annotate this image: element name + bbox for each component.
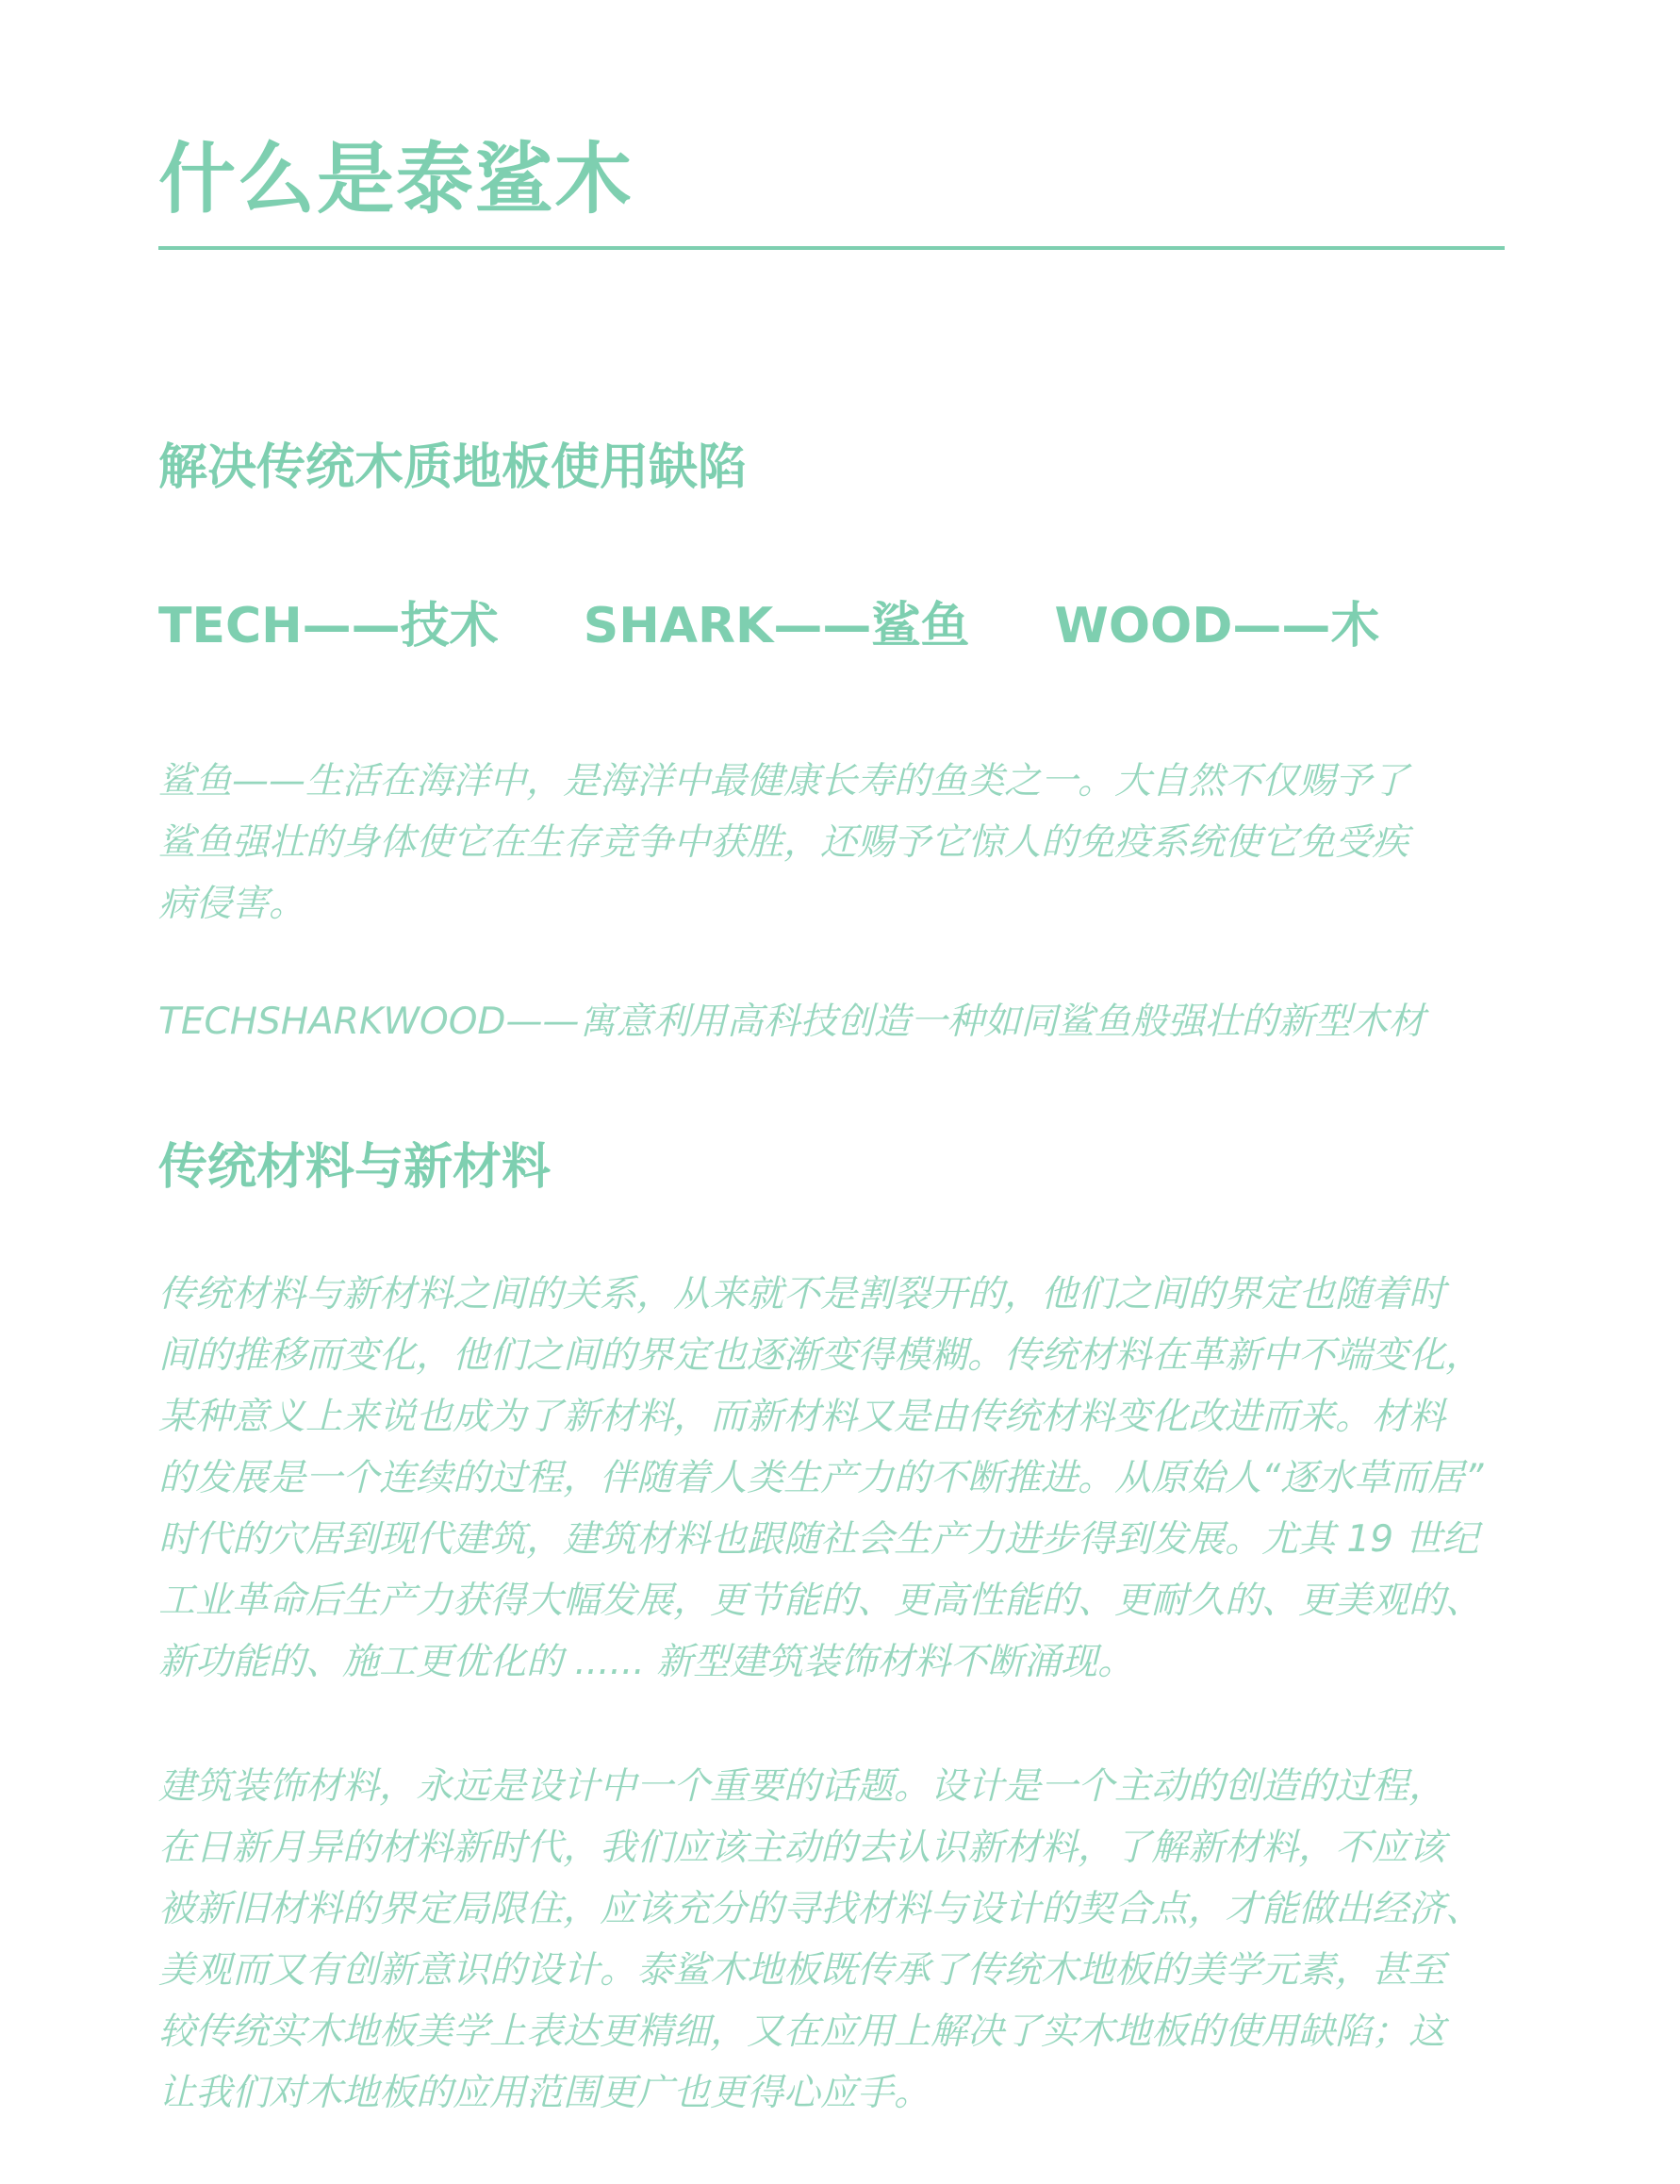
paragraph-line: 鲨鱼强壮的身体使它在生存竞争中获胜，还赐予它惊人的免疫系统使它免受疾: [158, 821, 1409, 864]
document-page: [158, 0, 1505, 2184]
paragraph-line: 在日新月异的材料新时代，我们应该主动的去认识新材料，了解新材料，不应该: [158, 1827, 1446, 1869]
page-title: 什么是泰鲨木: [158, 135, 634, 224]
name-meaning-terms: [158, 598, 1447, 654]
term-shark: SHARK——鲨鱼: [583, 598, 970, 654]
paragraph-line: 让我们对木地板的应用范围更广也更得心应手。: [158, 2072, 931, 2114]
paragraph-line: 时代的穴居到现代建筑，建筑材料也跟随社会生产力进步得到发展。尤其 19 世纪: [158, 1518, 1479, 1561]
materials-paragraph-1: [158, 1264, 1505, 1693]
paragraph-line: 传统材料与新材料之间的关系，从来就不是割裂开的，他们之间的界定也随着时: [158, 1273, 1446, 1315]
paragraph-line: 新功能的、施工更优化的 ...... 新型建筑装饰材料不断涌现。: [158, 1641, 1135, 1683]
paragraph-line: 被新旧材料的界定局限住，应该充分的寻找材料与设计的契合点，才能做出经济、: [158, 1888, 1483, 1930]
paragraph-line: 美观而又有创新意识的设计。泰鲨木地板既传承了传统木地板的美学元素，甚至: [158, 1949, 1446, 1992]
term-tech: TECH——技术: [158, 598, 499, 654]
paragraph-line: 的发展是一个连续的过程，伴随着人类生产力的不断推进。从原始人“逐水草而居”: [158, 1457, 1484, 1499]
section2-heading: 传统材料与新材料: [158, 1139, 552, 1196]
paragraph-line: 较传统实木地板美学上表达更精细，又在应用上解决了实木地板的使用缺陷；这: [158, 2010, 1446, 2053]
paragraph-line: 建筑装饰材料，永远是设计中一个重要的话题。设计是一个主动的创造的过程，: [158, 1765, 1446, 1808]
paragraph-line: 病侵害。: [158, 883, 306, 925]
paragraph-line: 工业革命后生产力获得大幅发展，更节能的、更高性能的、更耐久的、更美观的、: [158, 1580, 1483, 1622]
shark-description-paragraph: [158, 751, 1505, 935]
paragraph-line: 间的推移而变化，他们之间的界定也逐渐变得模糊。传统材料在革新中不端变化，: [158, 1334, 1483, 1377]
term-wood: WOOD——木: [1054, 598, 1380, 654]
materials-paragraph-2: [158, 1756, 1505, 2124]
paragraph-line: 鲨鱼——生活在海洋中，是海洋中最健康长寿的鱼类之一。大自然不仅赐予了: [158, 760, 1409, 802]
section1-heading: 解决传统木质地板使用缺陷: [158, 439, 748, 496]
title-divider: [158, 246, 1505, 250]
paragraph-line: 某种意义上来说也成为了新材料，而新材料又是由传统材料变化改进而来。材料: [158, 1396, 1446, 1438]
brand-meaning-slogan: TECHSHARKWOOD——寓意利用高科技创造一种如同鲨鱼般强壮的新型木材: [158, 1001, 1425, 1043]
